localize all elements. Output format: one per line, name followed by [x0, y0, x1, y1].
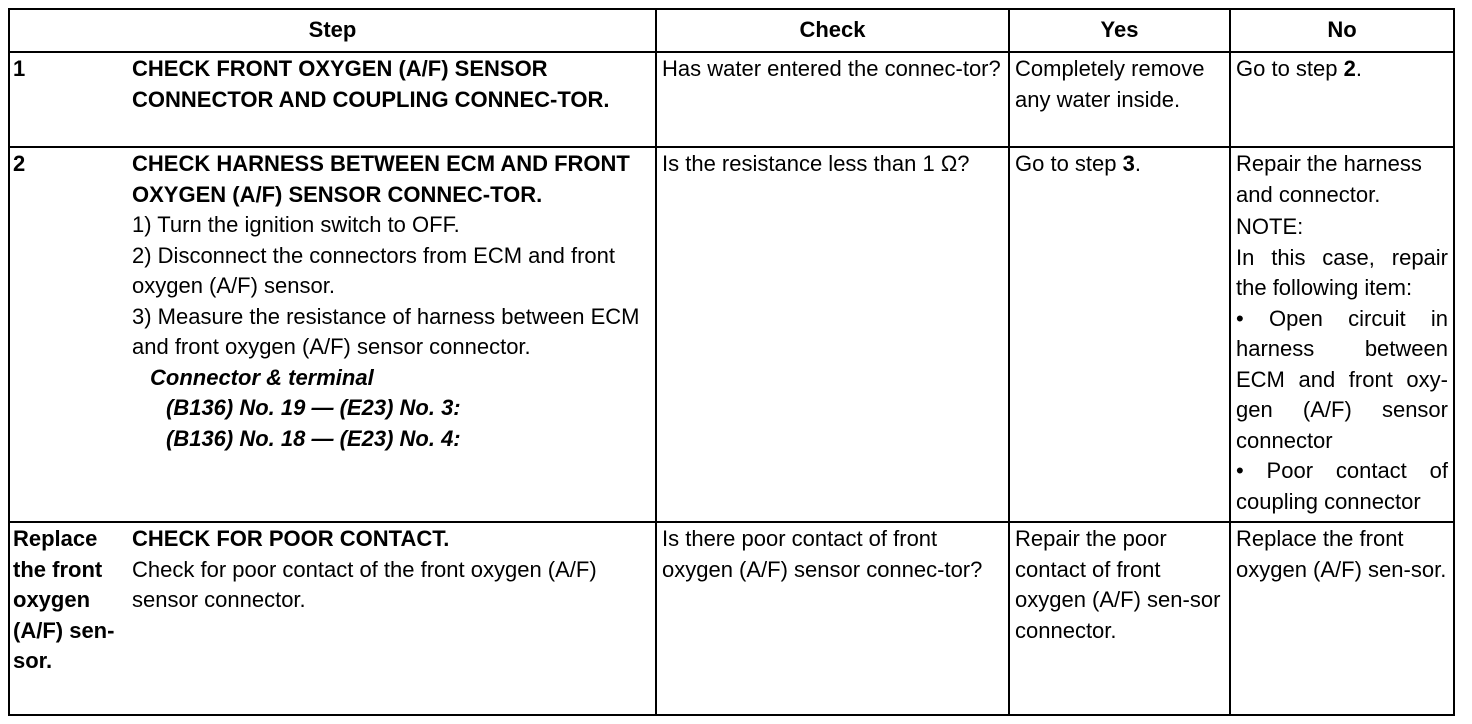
header-step: Step [9, 9, 656, 52]
header-check: Check [656, 9, 1009, 52]
no-cell-3: Replace the front oxygen (A/F) sen-sor. [1230, 522, 1454, 715]
step-cell-3 [9, 522, 656, 715]
yes-text: Go to step [1015, 151, 1123, 176]
step-body: Check for poor contact of the front oxygen (A/F) sensor connector. [132, 556, 597, 612]
procedure-item-3: 3) Measure the resistance of harness between ECM and front oxygen (A/F) sensor connector. [132, 303, 640, 359]
check-cell-3: Is there poor contact of front oxygen (A/F) sensor connec-tor? [656, 522, 1009, 715]
table-row-step-1 [9, 52, 1454, 147]
no-suffix: . [1355, 56, 1362, 81]
no-cell-2 [1230, 147, 1454, 522]
header-yes: Yes [1009, 9, 1230, 52]
step-number: 2 [13, 151, 26, 176]
step-cell-1 [9, 52, 656, 147]
repair-instruction: Repair the harness and connector. [1236, 151, 1422, 207]
bullet-item-2: • Poor contact of coupling connector [1236, 458, 1448, 514]
step-number: 1 [13, 56, 26, 81]
connector-terminal-line-2: (B136) No. 18 — (E23) No. 4: [166, 425, 461, 451]
yes-suffix: . [1134, 151, 1141, 176]
step-reference: 3 [1122, 151, 1135, 176]
yes-cell-3: Repair the poor contact of front oxygen (A/F) sen-sor connector. [1009, 522, 1230, 715]
step-reference: 2 [1343, 56, 1356, 81]
step-title: CHECK HARNESS BETWEEN ECM AND FRONT OXYGEN (A/F) SENSOR CONNEC-TOR. [132, 151, 630, 207]
step-title: CHECK FRONT OXYGEN (A/F) SENSOR CONNECTOR AND COUPLING CONNEC-TOR. [132, 56, 610, 112]
table-row-step-3 [9, 522, 1454, 715]
diagnostic-table [8, 8, 1455, 716]
connector-terminal-line-1: (B136) No. 19 — (E23) No. 3: [166, 395, 461, 420]
procedure-item-1: 1) Turn the ignition switch to OFF. [132, 212, 460, 237]
connector-heading: Connector & terminal [150, 364, 374, 390]
check-cell-2: Is the resistance less than 1 Ω? [656, 147, 1009, 522]
step-number: Replace the front oxygen (A/F) sen-sor. [13, 526, 115, 673]
procedure-item-2: 2) Disconnect the connectors from ECM and front oxygen (A/F) sensor. [132, 242, 615, 298]
yes-cell-1: Completely remove any water inside. [1009, 52, 1230, 147]
table-row-step-2 [9, 147, 1454, 522]
header-no: No [1230, 9, 1454, 52]
note-label: NOTE: [1236, 214, 1304, 239]
step-title: CHECK FOR POOR CONTACT. [132, 526, 450, 551]
check-cell-1: Has water entered the connec-tor? [656, 52, 1009, 147]
no-text: Go to step [1236, 56, 1344, 81]
note-text: In this case, repair the following item: [1236, 244, 1448, 300]
yes-cell-2 [1009, 147, 1230, 522]
header-row [9, 9, 1454, 52]
step-cell-2 [9, 147, 656, 522]
bullet-item-1: • Open circuit in harness between ECM and front oxy-gen (A/F) sensor connector [1236, 305, 1448, 453]
no-cell-1 [1230, 52, 1454, 147]
